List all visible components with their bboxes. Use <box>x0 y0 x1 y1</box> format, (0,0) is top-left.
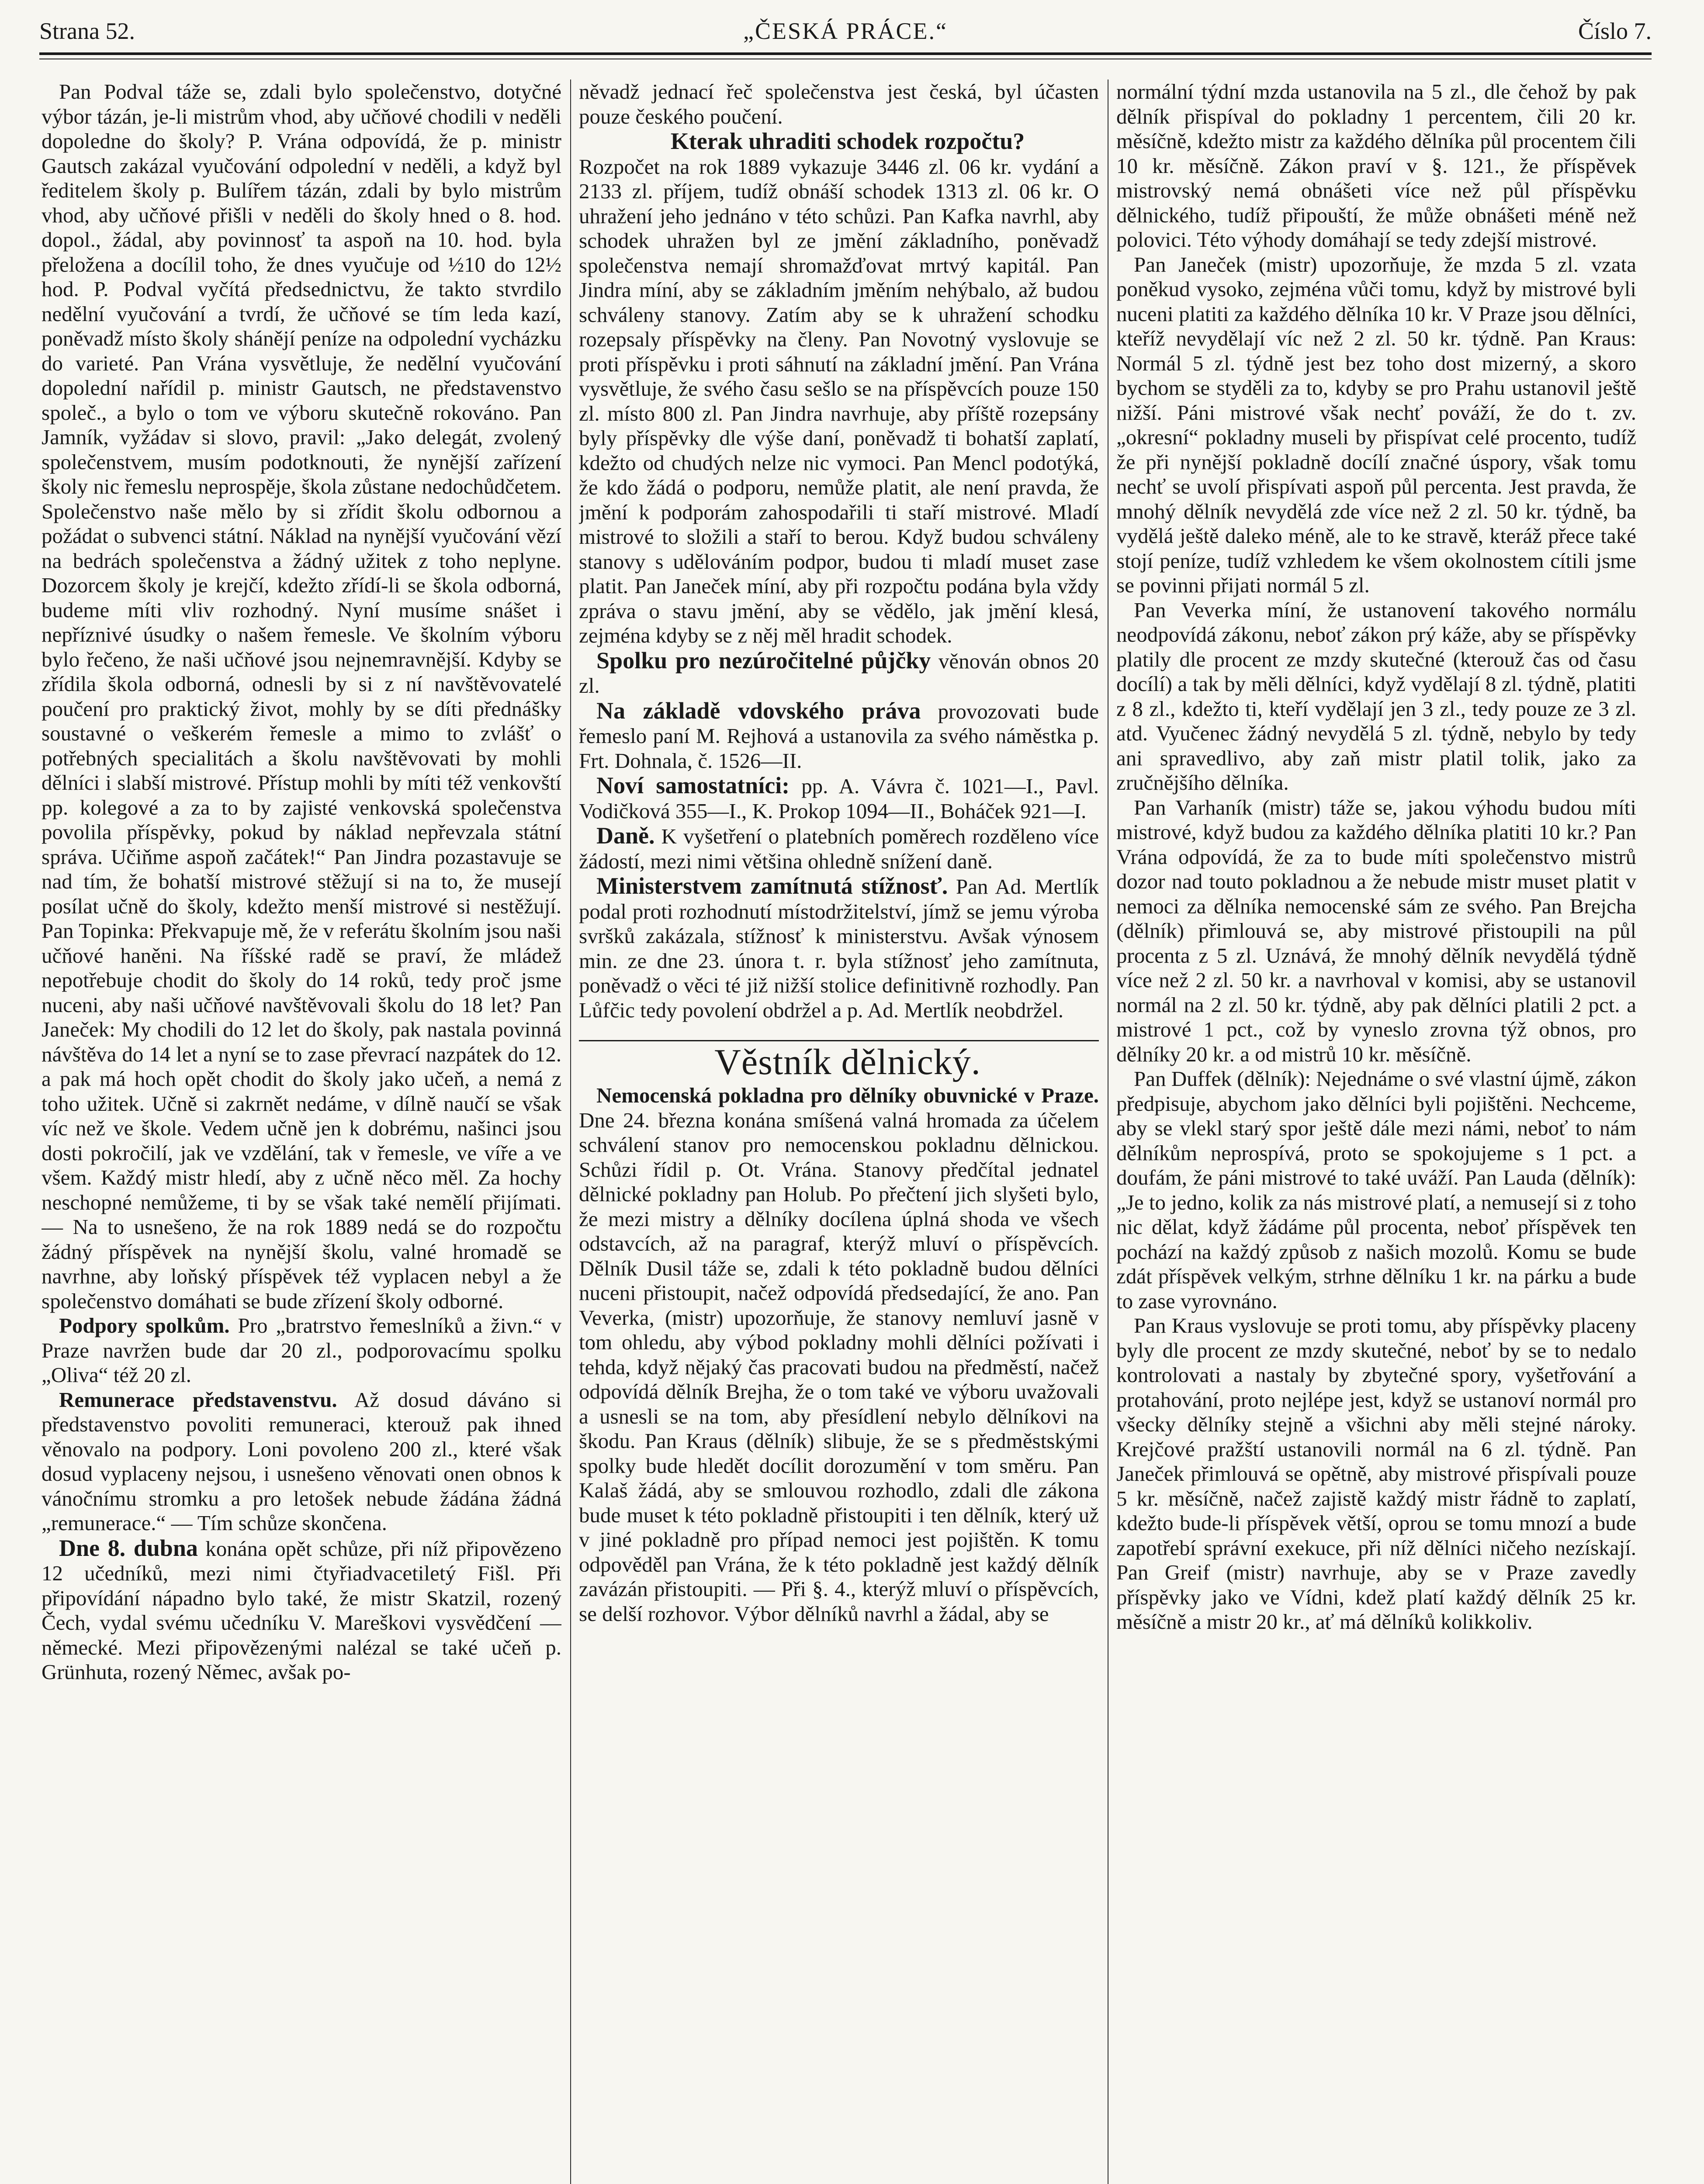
paragraph-text: věnován obnos 20 zl. <box>579 649 1099 698</box>
paragraph-text: Dne 24. března konána smíšená valná hromada za účelem schválení stanov pro nemocenskou pokladnu dělnickou. Schůzi řídil p. Ot. Vrána. Stanovy předčítal jednatel dělnické pokladny pan Holub. Po přečtení jich slyšeti bylo, že mezi mistry a dělníky docílena úplná shoda ve všech odstavcích, až na paragraf, kterýž mluví o příspěvcích. Dělník Dusil táže se, zdali k této pokladně budou dělníci nuceni přistoupit, načež odpovídá předsedající, že ano. Pan Veverka, (mistr) upozorňuje, že stanovy nemluví jasně v tom ohledu, aby výbod pokladny mohli dělníci požívati i tehda, když nějaký čas pracovati budou na předměstí, načež odpovídá dělník Brejha, že o tom také ve výboru uvažovali a usnesli se na tom, aby přesídlení nebylo dělníkovi na škodu. Pan Kraus (dělník) slibuje, že se s předměstskými spolky bude hledět docílit dorozumění v tom směru. Pan Kalaš žádá, aby se smlouvou rozhodlo, zdali dle zákona bude muset k této pokladně přistoupiti i ten dělník, který už v jiné pokladně pro případ nemoci jest pojištěn. K tomu odpověděl pan Vrána, že k této pokladně jest každý dělník zavázán přistoupiti. — Při §. 4., kterýž mluví o příspěvcích, se delší rozhovor. Výbor dělníků navrhl a žádal, aby se <box>579 1108 1099 1626</box>
paragraph <box>579 1083 1099 1626</box>
paragraph: něvadž jednací řeč společenstva jest česká, byl účasten pouze českého poučení. <box>579 79 1099 128</box>
paragraph <box>579 698 1099 774</box>
paragraph-heading: Ministerstvem zamítnutá stížnosť. <box>596 873 948 899</box>
paragraph <box>42 1388 561 1536</box>
paragraph-heading: Nemocenská pokladna pro dělníky obuvnické v Praze. <box>596 1083 1099 1107</box>
paragraph <box>579 648 1099 698</box>
paragraph <box>579 773 1099 823</box>
paragraph <box>42 1536 561 1685</box>
paragraph-heading: Noví samostatníci: <box>596 772 790 798</box>
paragraph: Pan Janeček (mistr) upozorňuje, že mzda 5 zl. vzata poněkud vysoko, zejména vůči tomu, když by mistrové byli nuceni platiti za každého dělníka 10 kr. V Praze jsou dělníci, kteříž nevydělají víc než 2 zl. 50 kr. týdně. Pan Kraus: Normál 5 zl. týdně jest bez toho dost mizerný, a skoro bychom se styděli za to, kdyby se pro Prahu ustanovil ještě nižší. Páni mistrové však nechť pováží, že do t. zv. „okresní“ pokladny museli by přispívat celé procento, tudíž že při nynější pokladně docílí značné úspory, však tomu nechť se uvolí přispívati aspoň půl percenta. Jest pravda, že mnohý dělník nevydělá zde více než 2 zl. 50 kr. týdně, ba vydělá ještě daleko méně, ale to ke stravě, kteráž přece také stojí peníze, tudíž vzhledem ke všem okolnostem cítili jsme se povinni přijati normál 5 zl. <box>1116 252 1636 597</box>
paragraph: Pan Duffek (dělník): Nejednáme o své vlastní újmě, zákon předpisuje, abychom jako dělníci byli pojištěni. Nechceme, aby se vlekl starý spor ještě dále mezi námi, neboť to nám dělníkům neprospívá, proto se spokojujeme s 1 pct. a doufám, že páni mistrové to také uváží. Pan Lauda (dělník): „Je to jedno, kolik za nás mistrové platí, a nemusejí si z toho nic dělat, když žádáme půl procenta, neboť příspěvek ten pochází na každý způsob z našich mozolů. Komu se bude zdát příspěvek velkým, strhne dělníku 1 kr. na párku a bude to zase vyrovnáno. <box>1116 1067 1636 1313</box>
paragraph: Pan Podval táže se, zdali bylo společenstvo, dotyčné výbor tázán, je-li mistrům vhod, aby učňové chodili v neděli dopoledne do školy? P. Vrána odpovídá, že p. ministr Gautsch zakázal vyučování odpolední v neděli, a když byl ředitelem školy p. Bulířem tázán, zdali by bylo mistrům vhod, aby učňové přišli v neděli do školy hned o 8. hod. dopol., žádal, aby povinnosť ta aspoň na 10. hod. byla přeložena a docílil toho, že dnes vyučuje od ½10 do 12½ hod. P. Podval vyčítá předsednictvu, že takto stvrdilo nedělní vyučování a tvrdí, že učňové se tím leda kazí, poněvadž místo školy shánějí peníze na odpolední vycházku do varieté. Pan Vrána vysvětluje, že nedělní vyučování dopolední nařídil p. ministr Gautsch, ne představenstvo společ., a bylo o tom ve výboru skutečně rokováno. Pan Jamník, vyžádav si slovo, pravil: „Jako delegát, zvolený společenstvem, musím podotknouti, že nynější zařízení školy nic řemeslu neprospěje, škola zůstane nedochůdčetem. Společenstvo naše mělo by si zřídit školu odbornou a požádat o subvenci státní. Náklad na nynější vyučování vězí na bedrách společenstva a žádný užitek z toho neplyne. Dozorcem školy je krejčí, kdežto zřídí-li se škola odborná, budeme míti vliv rozhodný. Nyní musíme snášet i nepříznivé úsudky o našem řemesle. Ve školním výboru bylo řečeno, že naši učňové jsou nejnemravnější. Kdyby se zřídila škola odborná, odnesli by si z ní navštěvovatelé poučení pro praktický život, mohly by se díti přednášky soustavné o veškerém řemesle a mimo to zvlášť o potřebných specialitách a školu navštěvovati by mohli dělníci i slabší mistrové. Přístup mohli by míti též venkovští pp. kolegové a za to by zajisté venkovská společenstva povolila příspěvky, pokud by náklad nepřevzala státní správa. Učiňme aspoň začátek!“ Pan Jindra pozastavuje se nad tím, že bohatší mistrové stěžují si na to, že musejí posílat učně do školy, kdežto menší mistrové si nestěžují. Pan Topinka: Překvapuje mě, že v referátu školním jsou naši učňové haněni. Na říšské radě se praví, že mládež nepotřebuje chodit do školy do 14 roků, tedy proč jsme nuceni, aby naši učňové navštěvovali školu do 18 let? Pan Janeček: My chodili do 12 let do školy, pak nastala povinná návštěva do 14 let a nyní se to zase převrací nazpátek do 12. a pak má hoch opět chodit do školy jako učeň, a nemá z toho užitek. Učně si zakrnět nedáme, v dílně naučí se však víc než ve škole. Vedem učně jen k dobrému, našinci jsou dosti pokročilí, jak ve vzdělání, tak v řemesle, ve víře a ve všem. Každý mistr hledí, aby z učně něco měl. Za hochy neschopné nemůžeme, ti by se však také nemělí přijímati. — Na to usnešeno, že na rok 1889 nedá se do rozpočtu žádný příspěvek na nynější školu, valné hromadě se navrhne, aby loňský příspěvek též vyplacen nebyl a že společenstvo domáhati se bude zřízení školy odborné. <box>42 79 561 1313</box>
paragraph <box>42 1313 561 1388</box>
paragraph: Rozpočet na rok 1889 vykazuje 3446 zl. 06 kr. vydání a 2133 zl. příjem, tudíž obnáší schodek 1313 zl. 06 kr. O uhražení jeho jednáno v této schůzi. Pan Kafka navrhl, aby schodek uhražen byl ze jmění základního, poněvadž společenstva nemají shromažďovat mrtvý kapitál. Pan Jindra míní, aby se základním jměním nehýbalo, až budou schváleny stanovy. Zatím aby se k uhražení schodku rozepsaly příspěvky na členy. Pan Novotný vyslovuje se proti příspěvku i proti sáhnutí na základní jmění. Pan Vrána vysvětluje, že svého času sešlo se na příspěvcích pouze 150 zl. místo 800 zl. Pan Jindra navrhuje, aby příště rozepsány byly příspěvky dle výše daní, poněvadž ti bohatší zaplatí, kdežto od chudých nelze nic vymoci. Pan Mencl podotýká, že kdo žádá o podporu, nemůže platit, ale není pravda, že jmění k podporám zahospodařili ti staří mistrové. Mladí mistrové to složili a staří to berou. Když budou schváleny stanovy s udělováním podpor, budou ti mladí muset zase platit. Pan Janeček míní, aby při rozpočtu podána byla vždy zpráva o stavu jmění, aby se vědělo, jak jmění klesá, zejména kdyby se z něj měl hradit schodek. <box>579 154 1099 647</box>
paragraph-text: Pan Ad. Mertlík podal proti rozhodnutí místodržitelství, jímž se jemu výroba svršků zakázala, stížnosť k ministerstvu. Avšak výnosem min. ze dne 23. února t. r. byla stížnosť jeho zamítnuta, poněvadž o věci té již nižší stolice definitivně rozhodly. Pan Lůfčic tedy povolení obdržel a p. Ad. Mertlík neobdržel. <box>579 874 1099 1022</box>
paragraph-text: provozovati bude řemeslo paní M. Rejhová a ustanovila za svého náměstka p. Frt. Dohnala, č. 1526—II. <box>579 699 1099 773</box>
paragraph-text: konána opět schůze, při níž připovězeno 12 učedníků, mezi nimi čtyřiadvacetiletý Fišl. Při připovídání nápadno bylo také, že mistr Skatzil, rozený Čech, vydal svému učedníku V. Mareškovi vysvědčení — německé. Mezi připovězenými nalézal se také učeň p. Grünhuta, rozený Němec, avšak po- <box>42 1536 561 1684</box>
paragraph-heading: Remunerace představenstvu. <box>59 1387 337 1412</box>
paragraph-heading: Na základě vdovského práva <box>596 697 921 724</box>
page-number: Strana 52. <box>39 18 135 44</box>
column-right <box>1116 79 1636 2184</box>
paragraph: normální týdní mzda ustanovila na 5 zl., dle čehož by pak dělník přispíval do pokladny 1 percentem, čili 20 kr. měsíčně, kdežto mistr za každého dělníka půl procentem čili 10 kr. měsíčně. Zákon praví v §. 121., že příspěvek mistrovský nemá obnášeti více než půl příspěvku dělnického, tudíž připouští, že může obnášeti méně než polovici. Této výhody domáhají se tedy zdejší mistrové. <box>1116 79 1636 252</box>
column-left <box>42 79 561 2184</box>
paragraph: Pan Veverka míní, že ustanovení takového normálu neodpovídá zákonu, neboť zákon prý káže, aby se příspěvky platily dle procent ze mzdy skutečné (kterouž čas od času docílí) a tak by měli dělníci, když vydělají 8 zl. týdně, platiti z 8 zl., kdežto ti, kteří vydělají jen 3 zl., tedy pouze ze 3 zl. atd. Vyučenec žádný nevydělá 5 zl. týdně, nebylo by tedy ani spravedlivo, aby zaň mistr platil tolik, jako za zručnějšího dělníka. <box>1116 598 1636 795</box>
paragraph <box>579 874 1099 1023</box>
paragraph-text: K vyšetření o platebních poměrech rozděleno více žádostí, mezi nimi většina ohledně snížení daně. <box>579 824 1099 873</box>
paragraph: Pan Varhaník (mistr) táže se, jakou výhodu budou míti mistrové, když budou za každého dělníka platiti 10 kr.? Pan Vrána odpovídá, že za to bude míti společenstvo mistrů dozor nad touto pokladnou a že nebude mistr muset platit v nemoci za dělníka nemocenské sám ze svého. Pan Brejcha (dělník) přimlouvá se, aby mistrové přistoupili na půl procenta z 5 zl. Uznává, že mnohý dělník nevydělá týdně více než 2 zl. 50 kr. a navrhoval v komisi, aby se ustanovil normál na 2 zl. 50 kr. týdně, aby pak dělníci platili 2 pct. a mistrové 1 pct., což by vyneslo zrovna týž obnos, pro dělníky 20 kr. a od mistrů 10 kr. měsíčně. <box>1116 795 1636 1066</box>
paragraph-text: Pro „bratrstvo řemeslníků a živn.“ v Praze navržen bude dar 20 zl., podporovacímu spolku „Oliva“ též 20 zl. <box>42 1313 561 1387</box>
journal-title: „ČESKÁ PRÁCE.“ <box>743 18 948 44</box>
paragraph-heading: Podpory spolkům. <box>59 1313 230 1337</box>
paragraph: Pan Kraus vyslovuje se proti tomu, aby příspěvky placeny byly dle procent ze mzdy skutečné, neboť by se to nedalo kontrolovati a nastaly by zbytečné spory, vyšetřování a protahování, proto nejlépe jest, když se ustanoví normál pro všecky dělníky stejně a všichni aby měli stejné nároky. Krejčové pražští ustanovili normál na 6 zl. týdně. Pan Janeček přimlouvá se opětně, aby mistrové přispívali pouze 5 kr. měsíčně, načež zajistě každý mistr řádně to zaplatí, kdežto bude-li příspěvek větší, oprou se tomu mnozí a bude zapotřebí správní exekuce, při níž dělníci ničeho nezískají. Pan Greif (mistr) navrhuje, aby se v Praze zavedly příspěvky jako ve Vídni, kdež platí každý dělník 25 kr. měsíčně a mistr 20 kr., ať má dělníků kolikkoliv. <box>1116 1313 1636 1634</box>
section-heading <box>579 129 1099 155</box>
paragraph-heading: Dne 8. dubna <box>59 1534 198 1561</box>
paragraph <box>579 823 1099 874</box>
heading-text: Kterak uhraditi schodek rozpočtu? <box>670 128 1025 154</box>
paragraph-text: pp. A. Vávra č. 1021—I., Pavl. Vodičková 355—I., K. Prokop 1094—II., Boháček 921—I. <box>579 774 1099 823</box>
column-middle <box>579 79 1099 2184</box>
section-title: Věstník dělnický. <box>714 1042 981 1082</box>
paragraph-heading: Daně. <box>596 822 655 849</box>
paragraph-heading: Spolku pro nezúročitelné půjčky <box>596 647 931 674</box>
paragraph-text: Až dosud dáváno si představenstvo povoliti remuneraci, kterouž pak ihned věnovalo na podpory. Loni povoleno 200 zl., které však dosud vyplaceny nejsou, i usnešeno věnovati onen obnos k vánočnímu stromku a pro letošek nebude žádána žádná „remunerace.“ — Tím schůze skončena. <box>42 1387 561 1535</box>
header-rule-thick <box>39 52 1652 55</box>
column-divider <box>570 79 571 2184</box>
issue-number: Číslo 7. <box>1578 18 1652 44</box>
